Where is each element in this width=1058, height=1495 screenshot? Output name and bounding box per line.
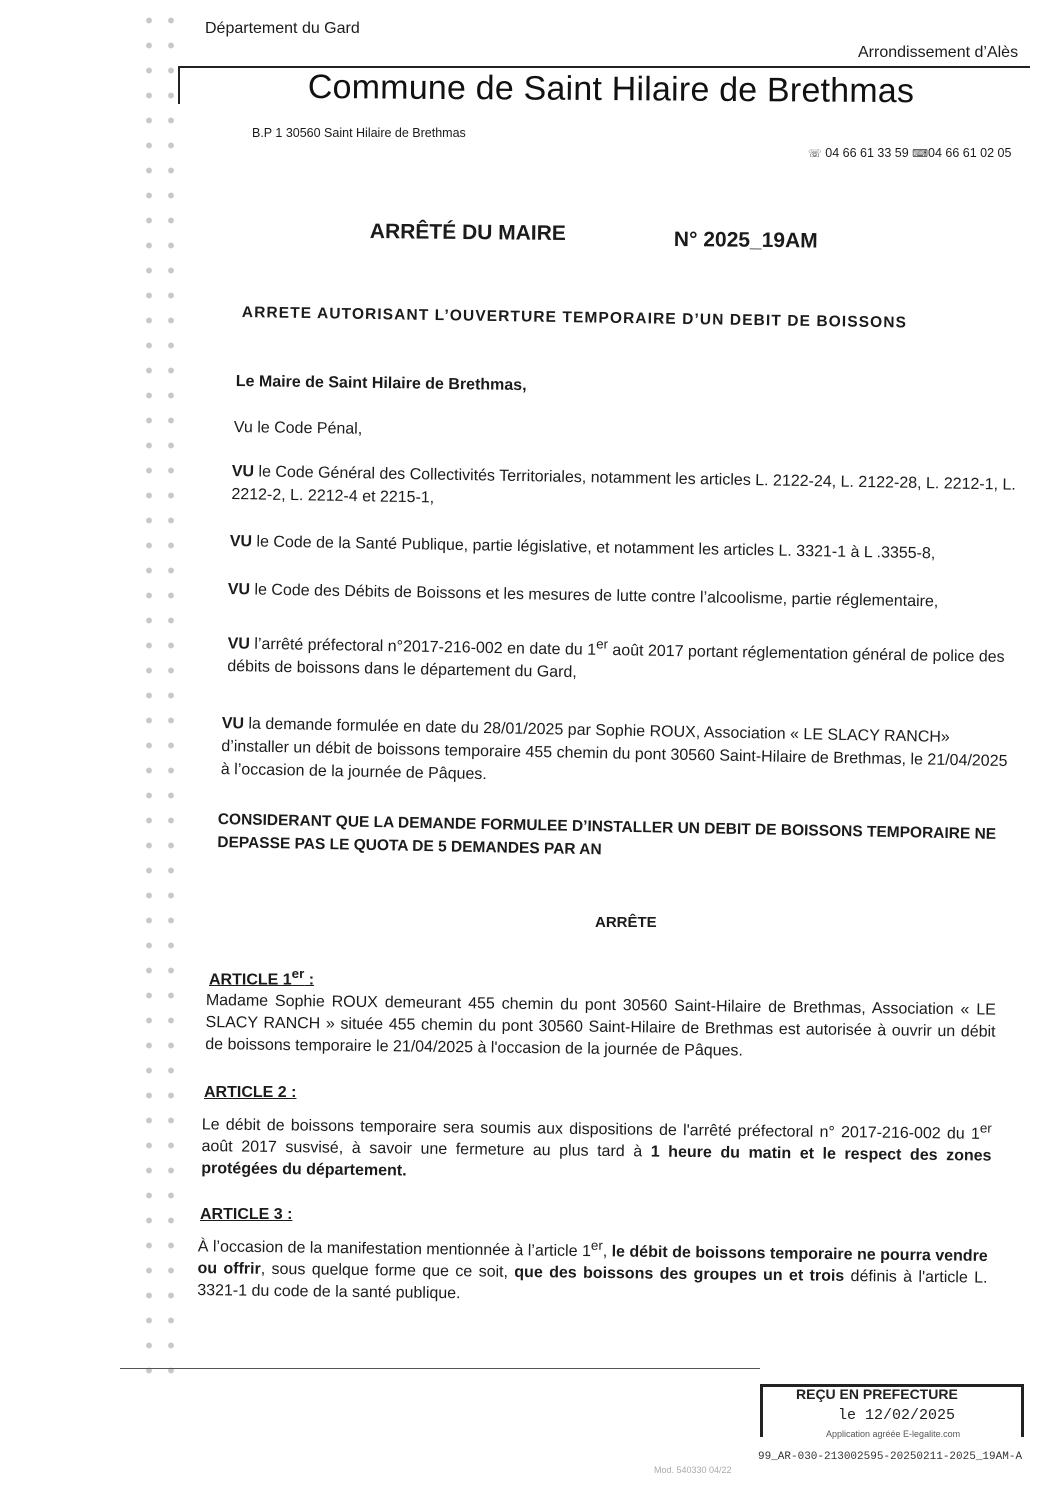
article-2-bold: 1 heure du matin et le respect des zones protégées du département. xyxy=(201,1143,992,1180)
article-2-text-b: août 2017 susvisé, à savoir une fermeture au plus tard à xyxy=(201,1138,651,1161)
article-2-title: ARTICLE 2 : xyxy=(204,1084,297,1101)
article-3-body xyxy=(197,1230,988,1312)
article-3-bold-1: le débit de boissons temporaire ne pourra vendre ou offrir xyxy=(197,1243,988,1279)
postal-address: B.P 1 30560 Saint Hilaire de Brethmas xyxy=(252,126,466,140)
article-2-body xyxy=(201,1108,992,1190)
article-3-text-c: , sous quelque forme que ce soit, xyxy=(260,1261,515,1282)
vu-debits xyxy=(228,578,1028,615)
document-title: ARRÊTÉ DU MAIRE xyxy=(369,220,567,246)
vu-prefix: VU xyxy=(229,532,253,551)
vu-arrete-sup: er xyxy=(596,636,609,652)
arrete-heading: ARRÊTE xyxy=(595,914,657,931)
document-number: N° 2025_19AM xyxy=(673,228,818,253)
form-model-reference: Mod. 540330 04/22 xyxy=(654,1465,732,1475)
contact-line xyxy=(808,146,1011,160)
article-1-colon: : xyxy=(304,971,315,989)
article-2-text-a: Le débit de boissons temporaire sera soumis aux dispositions de l'arrêté préfectoral n° 2017-216-002 du 1 xyxy=(201,1116,980,1143)
vu-arrete-prefectoral xyxy=(227,626,1018,692)
stamp-identifier: 99_AR-030-213002595-20250211-2025_19AM-A xyxy=(758,1451,1023,1463)
vu-prefix: VU xyxy=(227,580,251,599)
vu-code-penal: Vu le Code Pénal, xyxy=(233,418,363,438)
fax-number: 04 66 61 02 05 xyxy=(928,146,1012,160)
vu-prefix: VU xyxy=(221,714,245,733)
article-3-sup: er xyxy=(590,1237,603,1253)
vu-prefix: VU xyxy=(227,635,251,653)
article-1-title xyxy=(209,966,314,989)
stamp-title: REÇU EN PREFECTURE xyxy=(796,1386,958,1402)
phone-icon: ☏ xyxy=(808,148,822,160)
document-subtitle: ARRETE AUTORISANT L’OUVERTURE TEMPORAIRE D’UN DEBIT DE BOISSONS xyxy=(241,304,908,332)
vu-arrete-text-a: l’arrêté préfectoral n°2017-216-002 en date du 1 xyxy=(254,635,597,659)
phone-number: 04 66 61 33 59 xyxy=(825,146,909,160)
vu-debits-text: le Code des Débits de Boissons et les mesures de lutte contre l’alcoolisme, partie réglementaire, xyxy=(254,581,939,611)
fax-icon: ⌨ xyxy=(912,148,929,160)
considerant-clause: CONSIDERANT QUE LA DEMANDE FORMULEE D’INSTALLER UN DEBIT DE BOISSONS TEMPORAIRE NE DEPASSE PAS LE QUOTA DE 5 DEMANDES PAR AN xyxy=(217,810,997,859)
departement-label: Département du Gard xyxy=(205,20,360,37)
commune-title: Commune de Saint Hilaire de Brethmas xyxy=(307,68,915,111)
maire-intro: Le Maire de Saint Hilaire de Brethmas, xyxy=(235,372,527,395)
article-3-title: ARTICLE 3 : xyxy=(200,1206,293,1223)
article-1-body: Madame Sophie ROUX demeurant 455 chemin du pont 30560 Saint-Hilaire de Brethmas, Association « LE SLACY RANCH » située 455 chemin du pont 30560 Saint-Hilaire de Brethmas est autorisée à ouvrir un débit de boissons temporaire le 21/04/2025 à l'occasion de la journée de Pâques. xyxy=(205,991,996,1060)
stamp-application: Application agréée E-legalite.com xyxy=(826,1429,961,1439)
article-1-label: ARTICLE 1 xyxy=(209,971,292,989)
vu-sante-text: le Code de la Santé Publique, partie législative, et notamment les articles L. 3321-1 à L .3355-8, xyxy=(256,533,936,563)
vu-sante xyxy=(230,530,1020,567)
article-3-text-d: définis à l'article L. 3321-1 du code de la santé publique. xyxy=(197,1268,988,1303)
article-3-text-a: À l’occasion de la manifestation mentionnée à l’article 1 xyxy=(197,1238,592,1261)
vu-demande xyxy=(221,712,1012,796)
arrondissement-label: Arrondissement d’Alès xyxy=(858,44,1019,61)
article-3-text-b: , xyxy=(602,1243,612,1261)
vu-demande-text: la demande formulée en date du 28/01/2025 par Sophie ROUX, Association « LE SLACY RANCH» d’installer un débit de boissons temporaire 455 chemin du pont 30560 Saint-Hilaire de Brethmas, le 21/04/2025 à l’occasion de la journée de Pâques. xyxy=(220,715,1008,784)
article-1-sup: er xyxy=(291,966,305,981)
article-3-bold-2: que des boissons des groupes un et trois xyxy=(514,1264,845,1286)
vu-prefix: VU xyxy=(231,462,255,481)
stamp-date: le 12/02/2025 xyxy=(838,1407,956,1424)
vu-arrete-text-b: août 2017 portant réglementation général de police des débits de boissons dans le département du Gard, xyxy=(227,641,1005,682)
vu-cgct xyxy=(231,460,1022,520)
article-2-sup: er xyxy=(979,1120,992,1136)
footer-divider xyxy=(120,1368,760,1369)
binder-perforations xyxy=(138,8,178,1388)
vu-cgct-text: le Code Général des Collectivités Territoriales, notamment les articles L. 2122-24, L. 2122-28, L. 2212-1, L. 2212-2, L. 2212-4 et 2215-1, xyxy=(231,463,1016,507)
